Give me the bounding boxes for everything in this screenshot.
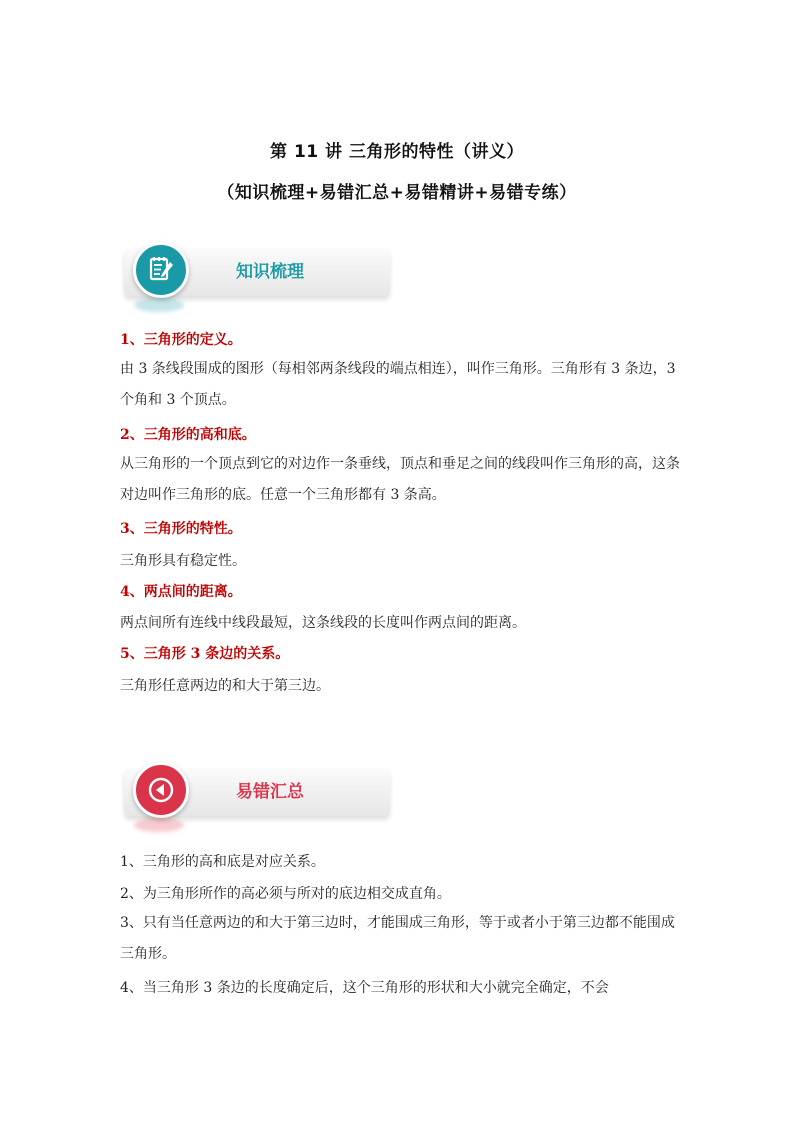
list-item: 1、三角形的高和底是对应关系。 (120, 854, 325, 870)
item-body: 两点间所有连线中线段最短，这条线段的长度叫作两点间的距离。 (120, 615, 526, 631)
item-heading: 4、两点间的距离。 (120, 584, 242, 600)
notepad-pencil-icon (133, 242, 189, 298)
list-item: 2、为三角形所作的高必须与所对的底边相交成直角。 (120, 886, 451, 902)
list-item: 4、当三角形 3 条边的长度确定后，这个三角形的形状和大小就完全确定，不会 (120, 980, 609, 996)
list-item: 3、只有当任意两边的和大于第三边时，才能围成三角形，等于或者小于第三边都不能围成三角形。 (120, 915, 675, 962)
item-heading: 1、三角形的定义。 (120, 332, 242, 348)
section-banner-errors (124, 768, 390, 816)
page-subtitle: （知识梳理+易错汇总+易错精讲+易错专练） (217, 183, 577, 203)
section-label: 易错汇总 (236, 782, 304, 802)
item-body: 从三角形的一个顶点到它的对边作一条垂线，顶点和垂足之间的线段叫作三角形的高，这条对边叫作三角形的底。任意一个三角形都有 3 条高。 (120, 456, 680, 503)
item-heading: 2、三角形的高和底。 (120, 427, 256, 443)
section-banner-knowledge (124, 248, 390, 296)
item-body: 三角形具有稳定性。 (120, 553, 246, 569)
item-heading: 5、三角形 3 条边的关系。 (120, 646, 290, 662)
page-title: 第 11 讲 三角形的特性（讲义） (270, 142, 524, 162)
item-body: 三角形任意两边的和大于第三边。 (120, 678, 330, 694)
item-heading: 3、三角形的特性。 (120, 521, 242, 537)
item-body: 由 3 条线段围成的图形（每相邻两条线段的端点相连），叫作三角形。三角形有 3 条边，3 个角和 3 个顶点。 (120, 361, 676, 408)
section-label: 知识梳理 (236, 262, 304, 282)
play-back-icon (133, 762, 189, 818)
